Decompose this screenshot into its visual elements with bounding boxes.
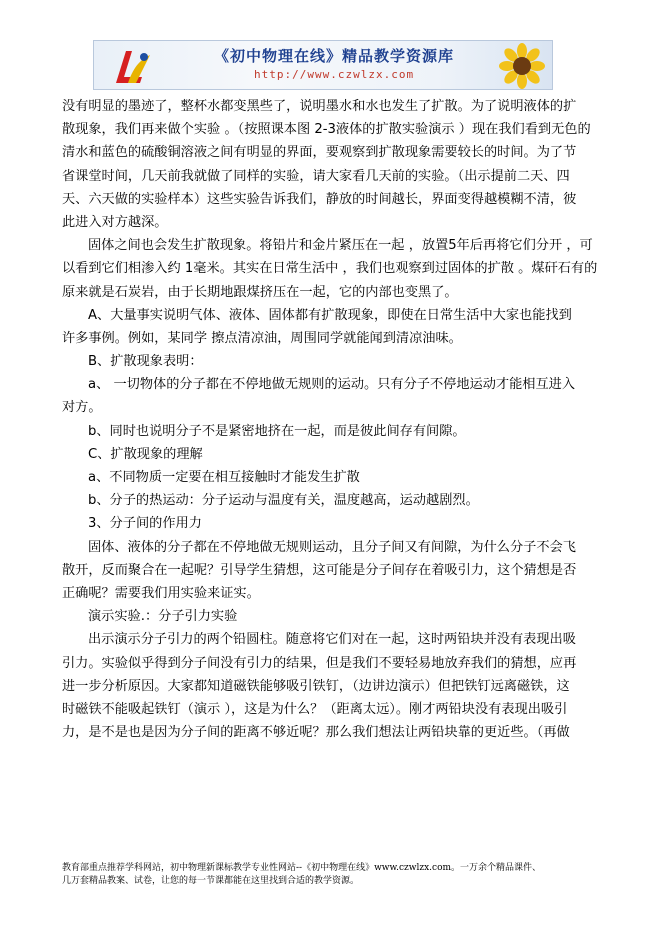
sunflower-icon xyxy=(496,43,548,89)
document-body xyxy=(62,95,602,744)
banner-url[interactable]: http://www.czwlzx.com xyxy=(254,68,415,81)
text-line: 时磁铁不能吸起铁钉（演示 ），这是为什么？（距离太远）。刚才两铅块没有表现出吸引 xyxy=(62,701,568,717)
text-line: b、分子的热运动：分子运动与温度有关，温度越高，运动越剧烈。 xyxy=(88,493,479,509)
banner-title: 《初中物理在线》精品教学资源库 xyxy=(214,47,455,65)
text-line: a、不同物质一定要在相互接触时才能发生扩散 xyxy=(88,470,360,485)
text-line: C、扩散现象的理解 xyxy=(88,446,203,462)
site-logo-icon xyxy=(112,45,152,87)
text-line: 许多事例。例如，某同学 擦点清凉油，周围同学就能闻到清凉油味。 xyxy=(62,330,462,346)
page-footer xyxy=(62,862,607,888)
footer-line-2: 几万套精品教案、试卷，让您的每一节课都能在这里找到合适的教学资源。 xyxy=(62,876,360,886)
text-line: 力，是不是也是因为分子间的距离不够近呢？那么我们想法让两铅块靠的更近些。（再做 xyxy=(62,725,570,741)
text-line: 对方。 xyxy=(62,400,102,416)
text-line: 原来就是石炭岩，由于长期地跟煤挤压在一起，它的内部也变黑了。 xyxy=(62,284,458,300)
text-line: b、同时也说明分子不是紧密地挤在一起，而是彼此间存有间隙。 xyxy=(88,423,466,439)
text-line: 天、六天做的实验样本）这些实验告诉我们，静放的时间越长，界面变得越模糊不清，彼 xyxy=(62,191,577,207)
text-line: a、 一切物体的分子都在不停地做无规则的运动。只有分子不停地运动才能相互进入 xyxy=(88,377,576,393)
text-line: 散开，反而聚合在一起呢？引导学生猜想，这可能是分子间存在着吸引力，这个猜想是否 xyxy=(62,562,577,578)
text-line: 此进入对方越深。 xyxy=(62,214,168,230)
text-line: 出示演示分子引力的两个铅圆柱。随意将它们对在一起，这时两铅块并没有表现出吸 xyxy=(88,632,576,648)
text-line: A、大量事实说明气体、液体、固体都有扩散现象，即使在日常生活中大家也能找到 xyxy=(88,307,572,323)
text-line: 引力。实验似乎得到分子间没有引力的结果，但是我们不要轻易地放弃我们的猜想，应再 xyxy=(62,655,577,671)
text-line: 以看到它们相渗入约 1毫米。其实在日常生活中 ，我们也观察到过固体的扩散 。煤矸石有的 xyxy=(62,261,598,277)
text-line: 清水和蓝色的硫酸铜溶液之间有明显的界面，要观察到扩散现象需要较长的时间。为了节 xyxy=(62,145,577,161)
text-line: 进一步分析原因。大家都知道磁铁能够吸引铁钉，（边讲边演示）但把铁钉远离磁铁，这 xyxy=(62,678,570,694)
text-line: 演示实验.：分子引力实验 xyxy=(88,609,238,625)
header-banner xyxy=(93,40,553,90)
text-line: 没有明显的墨迹了，整杯水都变黑些了，说明墨水和水也发生了扩散。为了说明液体的扩 xyxy=(62,99,577,114)
text-line: 省课堂时间，几天前我就做了同样的实验，请大家看几天前的实验。（出示提前二天、四 xyxy=(62,168,570,184)
text-line: 3、分子间的作用力 xyxy=(88,516,202,532)
text-line: 散现象，我们再来做个实验 。（按照课本图 2-3液体的扩散实验演示 ）现在我们看到无色的 xyxy=(62,122,591,138)
text-line: 正确呢？需要我们用实验来证实。 xyxy=(62,585,260,601)
text-line: 固体、液体的分子都在不停地做无规则运动，且分子间又有间隙，为什么分子不会飞 xyxy=(88,539,576,555)
footer-line-1: 教育部重点推荐学科网站，初中物理新课标教学专业性网站--《初中物理在线》www.czwlzx.com。一万余个精品课件、 xyxy=(62,863,542,873)
text-line: B、扩散现象表明： xyxy=(88,354,203,370)
text-line: 固体之间也会发生扩散现象。将铅片和金片紧压在一起 ，放置5年后再将它们分开 ，可 xyxy=(88,238,593,254)
